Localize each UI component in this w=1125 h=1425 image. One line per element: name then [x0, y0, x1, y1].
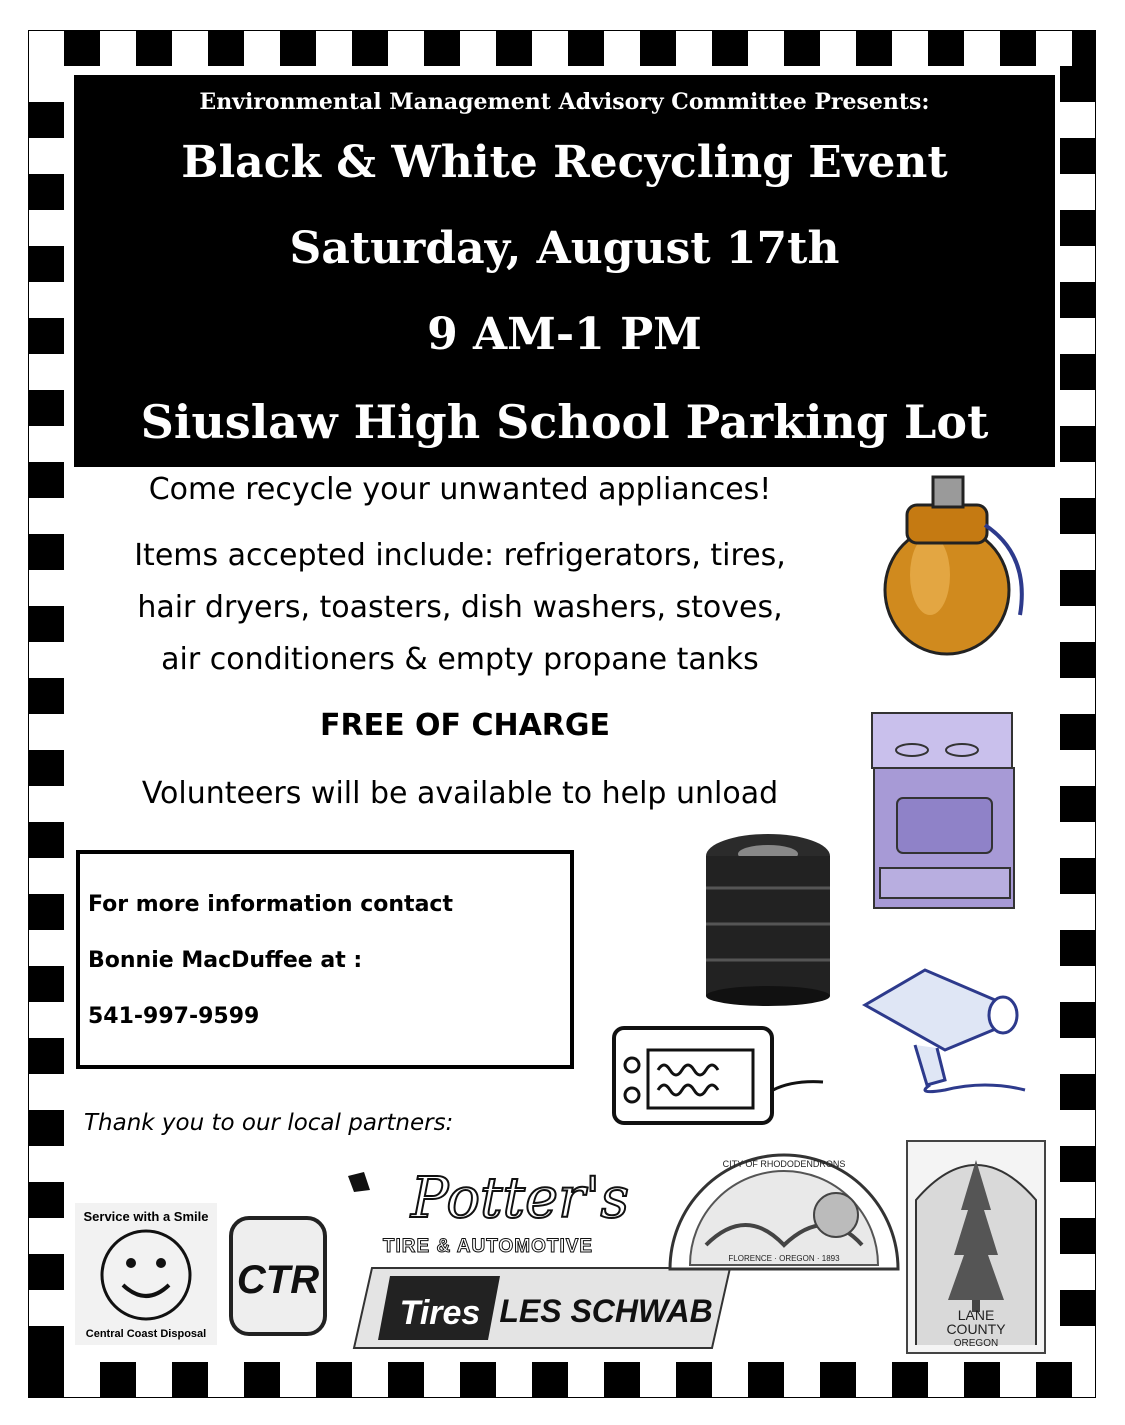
checker-square: [64, 30, 100, 66]
checker-square: [28, 462, 64, 498]
checker-square: [172, 1362, 208, 1398]
checker-square: [1060, 1074, 1096, 1110]
potters-sub-text: TIRE & AUTOMOTIVE: [382, 1236, 594, 1257]
checker-square: [892, 1362, 928, 1398]
checker-square: [28, 246, 64, 282]
checker-square: [352, 30, 388, 66]
checker-square: [640, 30, 676, 66]
checker-square: [244, 1362, 280, 1398]
contact-name: Bonnie MacDuffee at :: [88, 948, 363, 973]
checker-square: [28, 678, 64, 714]
checker-square: [496, 30, 532, 66]
checker-square: [964, 1362, 1000, 1398]
checker-square: [928, 30, 964, 66]
checker-square: [604, 1362, 640, 1398]
checker-square: [1060, 66, 1096, 102]
checker-square: [856, 30, 892, 66]
checker-square: [100, 1362, 136, 1398]
checker-square: [28, 174, 64, 210]
checker-square: [1060, 714, 1096, 750]
checker-square: [784, 30, 820, 66]
checker-square: [280, 30, 316, 66]
intro-line: Come recycle your unwanted appliances!: [148, 472, 772, 507]
city-arc-text: CITY OF RHODODENDRONS: [722, 1159, 846, 1169]
volunteers-line: Volunteers will be available to help unload: [141, 776, 779, 811]
contact-box: [76, 850, 574, 1069]
checker-square: [28, 1110, 64, 1146]
hair-dryer-icon: [855, 950, 1030, 1100]
checker-square: [1072, 30, 1096, 66]
checker-square: [316, 1362, 352, 1398]
checker-square: [28, 318, 64, 354]
checker-square: [1060, 858, 1096, 894]
lane-county-logo: [906, 1140, 1046, 1354]
checker-square: [28, 1038, 64, 1074]
potters-logo: [340, 1162, 640, 1262]
checker-square: [1060, 138, 1096, 174]
checker-square: [1060, 1002, 1096, 1038]
contact-line-1: For more information contact: [88, 892, 453, 917]
checker-square: [1060, 642, 1096, 678]
les-schwab-text: LES SCHWAB: [499, 1293, 713, 1329]
checker-square: [1060, 786, 1096, 822]
checker-square: [1060, 354, 1096, 390]
checker-square: [676, 1362, 712, 1398]
checker-square: [1060, 426, 1096, 462]
checker-square: [208, 30, 244, 66]
checker-square: [28, 1254, 64, 1290]
checker-square: [1036, 1362, 1072, 1398]
ctr-logo: [228, 1215, 328, 1337]
event-date: Saturday, August 17th: [289, 223, 840, 274]
event-time: 9 AM-1 PM: [427, 309, 702, 360]
header-banner: [74, 75, 1055, 467]
checker-square: [748, 1362, 784, 1398]
propane-tank-icon: [855, 465, 1035, 665]
checker-square: [1060, 1290, 1096, 1326]
checker-square: [28, 390, 64, 426]
checker-square: [136, 30, 172, 66]
checker-square: [1060, 498, 1096, 534]
smile-bottom-text: Central Coast Disposal: [85, 1328, 207, 1340]
checker-square: [28, 606, 64, 642]
checker-square: [1060, 1146, 1096, 1182]
potters-text: Potter's: [410, 1166, 630, 1231]
central-coast-disposal-logo: [75, 1203, 217, 1345]
checker-square: [28, 1326, 64, 1362]
free-of-charge: FREE OF CHARGE: [319, 708, 611, 743]
checker-square: [28, 822, 64, 858]
checker-square: [28, 1182, 64, 1218]
event-location: Siuslaw High School Parking Lot: [140, 395, 989, 449]
checker-square: [712, 30, 748, 66]
lane-text: LANE: [957, 1307, 995, 1323]
items-line-3: air conditioners & empty propane tanks: [161, 642, 759, 677]
ctr-text: CTR: [236, 1258, 320, 1302]
checker-square: [820, 1362, 856, 1398]
checker-square: [28, 750, 64, 786]
checker-square: [1060, 210, 1096, 246]
stove-icon: [852, 688, 1022, 938]
checker-square: [532, 1362, 568, 1398]
checker-square: [1060, 1218, 1096, 1254]
presenter-line: Environmental Management Advisory Committee Presents:: [199, 89, 930, 115]
les-schwab-logo: [352, 1262, 732, 1354]
contact-phone: 541-997-9599: [88, 1004, 260, 1029]
toaster-oven-icon: [608, 1020, 828, 1130]
checker-square: [424, 30, 460, 66]
florence-city-seal: [666, 1145, 902, 1273]
items-line-2: hair dryers, toasters, dish washers, stoves,: [137, 590, 783, 625]
checker-square: [460, 1362, 496, 1398]
checker-square: [1060, 570, 1096, 606]
checker-square: [1060, 282, 1096, 318]
checker-square: [1000, 30, 1036, 66]
city-sub-text: FLORENCE · OREGON · 1893: [728, 1254, 840, 1263]
checker-square: [28, 534, 64, 570]
checker-square: [28, 966, 64, 1002]
tires-icon: [700, 826, 840, 1006]
tires-text: Tires: [399, 1294, 481, 1332]
county-text: COUNTY: [946, 1321, 1006, 1337]
checker-square: [568, 30, 604, 66]
event-title: Black & White Recycling Event: [181, 137, 948, 188]
checker-square: [1060, 930, 1096, 966]
partners-thanks: Thank you to our local partners:: [84, 1110, 454, 1136]
checker-square: [28, 102, 64, 138]
checker-square: [28, 894, 64, 930]
smile-top-text: Service with a Smile: [83, 1209, 209, 1224]
items-line-1: Items accepted include: refrigerators, tires,: [134, 538, 786, 573]
checker-square: [388, 1362, 424, 1398]
checker-square: [28, 1362, 64, 1398]
oregon-text: OREGON: [953, 1338, 999, 1349]
